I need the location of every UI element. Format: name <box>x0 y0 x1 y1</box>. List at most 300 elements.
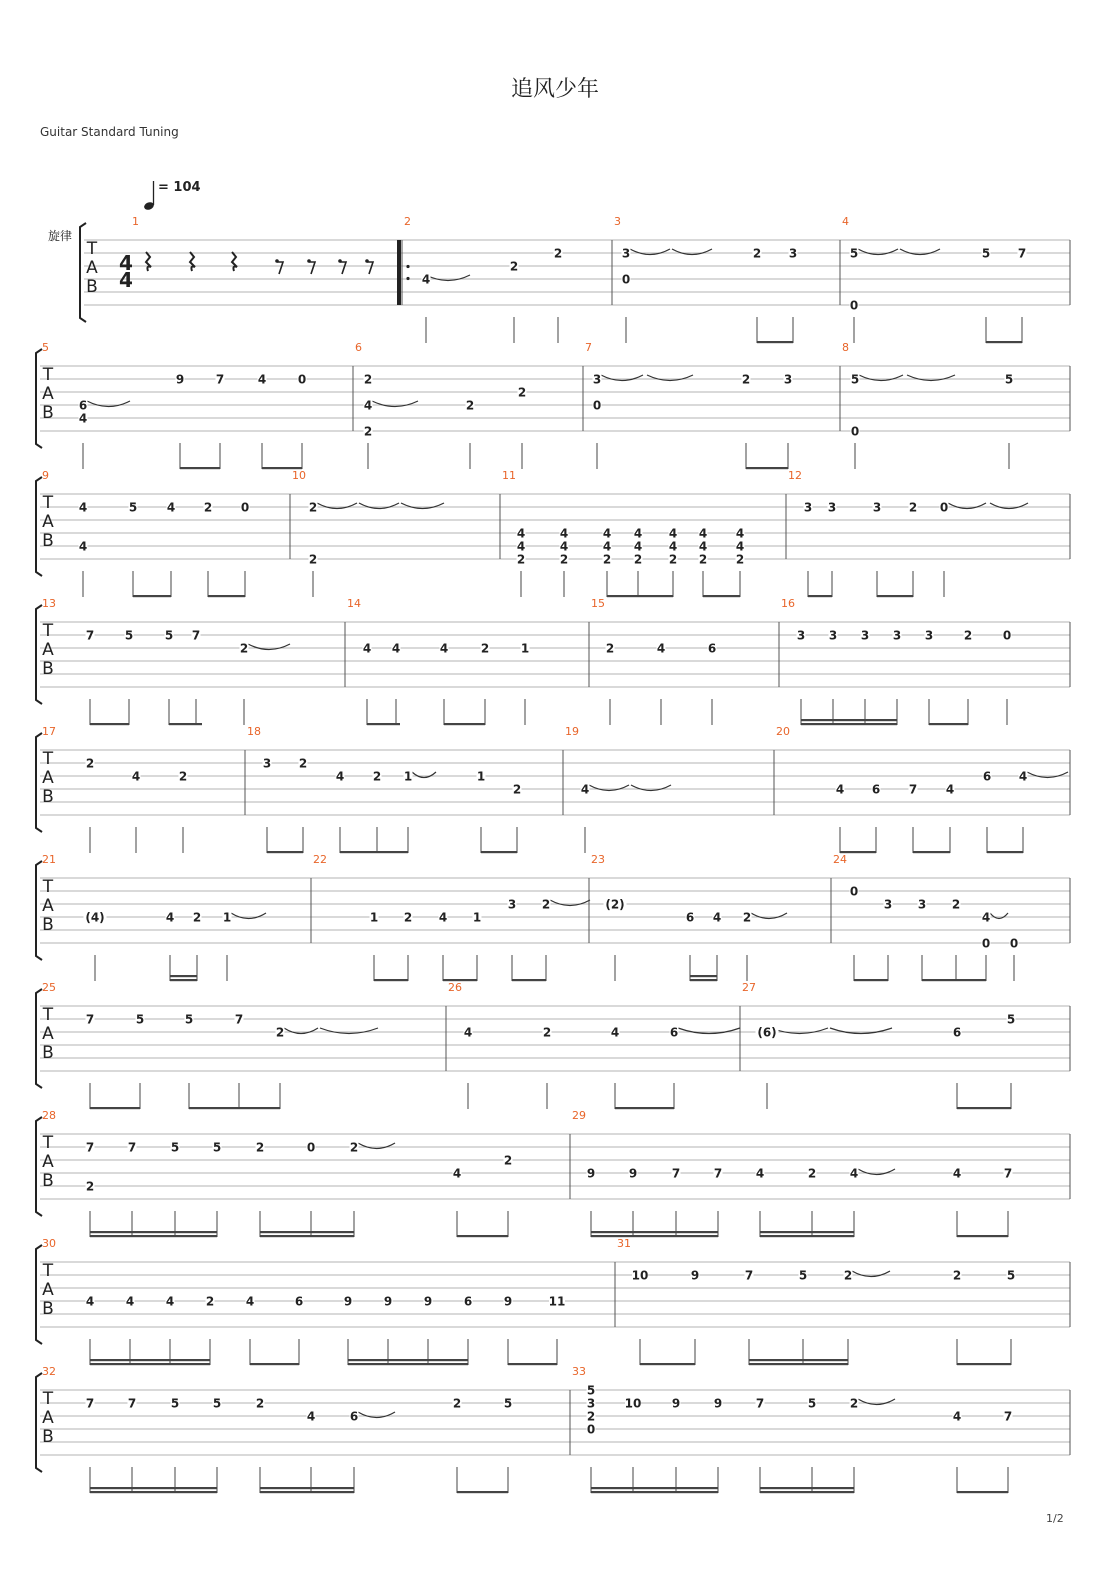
sixteenth-rest-icon <box>340 262 346 274</box>
fret-number: 2 <box>509 259 519 274</box>
note-beam <box>260 1231 354 1233</box>
fret-number: 7 <box>85 628 95 643</box>
fret-number: 4 <box>335 769 345 784</box>
note-beam <box>348 1363 468 1365</box>
fret-number: 2 <box>239 641 249 656</box>
fret-number: 7 <box>234 1012 244 1027</box>
note-beam <box>640 1363 695 1365</box>
fret-number: 4 <box>78 411 88 426</box>
tab-clef-letter: T <box>86 239 98 259</box>
system-brace <box>36 1373 42 1472</box>
fret-number: 0 <box>297 372 307 387</box>
fret-number: 9 <box>343 1294 353 1309</box>
fret-number: 0 <box>849 884 859 899</box>
tab-clef-letter: A <box>42 1024 54 1044</box>
tie-curve <box>601 375 643 381</box>
tie-curve <box>830 1028 892 1034</box>
tie-curve <box>672 249 712 255</box>
sixteenth-rest-icon <box>367 262 373 274</box>
tab-clef-letter: B <box>86 277 98 297</box>
tie-curve <box>647 375 693 381</box>
note-beam <box>801 719 897 721</box>
note-beam <box>90 1487 217 1489</box>
tie-curve <box>630 249 670 255</box>
note-beam <box>922 979 986 981</box>
tie-curve <box>859 375 903 381</box>
tab-system <box>36 469 1070 597</box>
fret-number: 5 <box>184 1012 194 1027</box>
tie-curve <box>631 785 671 791</box>
fret-number: 4 <box>85 1294 95 1309</box>
fret-number: 2 <box>255 1396 265 1411</box>
measure <box>119 215 373 292</box>
fret-number: 3 <box>892 628 902 643</box>
fret-number: 6 <box>78 398 88 413</box>
fret-number: 9 <box>175 372 185 387</box>
fret-number: 3 <box>592 372 602 387</box>
measure-number: 12 <box>788 469 802 482</box>
fret-number: 4 <box>610 1025 620 1040</box>
tie-curve <box>87 401 130 407</box>
note-beam <box>267 851 303 853</box>
fret-number: 0 <box>939 500 949 515</box>
fret-number: 2 <box>503 1153 513 1168</box>
fret-number: 7 <box>127 1140 137 1155</box>
note-beam <box>189 1107 280 1109</box>
measure-number: 27 <box>742 981 756 994</box>
note-beam <box>877 595 913 597</box>
fret-number: 5 <box>128 500 138 515</box>
fret-number: 5 <box>1006 1012 1016 1027</box>
repeat-dot <box>406 265 409 268</box>
note-beam <box>90 1363 210 1365</box>
fret-number: 4 <box>166 500 176 515</box>
system-brace <box>36 349 42 448</box>
note-beam <box>170 979 197 981</box>
fret-number: 6 <box>982 769 992 784</box>
fret-number: 1 <box>403 769 413 784</box>
tie-curve <box>320 1028 378 1034</box>
fret-number: 7 <box>1003 1409 1013 1424</box>
note-beam <box>913 851 950 853</box>
note-beam <box>957 1491 1008 1493</box>
fret-number: 1 <box>520 641 530 656</box>
note-beam <box>929 723 968 725</box>
tab-clef-letter: B <box>42 403 54 423</box>
fret-number: 7 <box>85 1012 95 1027</box>
tab-clef-letter: A <box>42 896 54 916</box>
fret-number: 6 <box>349 1409 359 1424</box>
note-beam <box>180 467 220 469</box>
tab-clef-letter: T <box>42 877 54 897</box>
fret-number: 2 <box>363 424 373 439</box>
tab-clef-letter: B <box>42 659 54 679</box>
note-beam <box>260 1491 354 1493</box>
fret-number: 9 <box>690 1268 700 1283</box>
fret-number: 4 <box>633 526 643 541</box>
tab-clef-letter: B <box>42 787 54 807</box>
fret-number: 4 <box>257 372 267 387</box>
fret-number: 4 <box>516 526 526 541</box>
fret-number: 4 <box>438 910 448 925</box>
tie-curve <box>317 503 357 509</box>
note-beam <box>133 595 171 597</box>
note-beam <box>512 979 546 981</box>
fret-number: 5 <box>170 1140 180 1155</box>
repeat-thick-bar <box>397 240 401 305</box>
tab-system <box>36 1237 1070 1365</box>
fret-number: 2 <box>85 1179 95 1194</box>
fret-number: 4 <box>463 1025 473 1040</box>
tab-clef-letter: B <box>42 915 54 935</box>
note-beam <box>260 1487 354 1489</box>
note-beam <box>957 1235 1008 1237</box>
repeat-dot <box>406 277 409 280</box>
fret-number: 2 <box>559 552 569 567</box>
fret-number: 6 <box>685 910 695 925</box>
note-beam <box>457 1491 508 1493</box>
fret-number: 2 <box>205 1294 215 1309</box>
tab-clef-letter: T <box>42 493 54 513</box>
fret-number: 2 <box>963 628 973 643</box>
fret-number: 2 <box>849 1396 859 1411</box>
fret-number: 4 <box>391 641 401 656</box>
tempo-value: = 104 <box>158 180 201 195</box>
tab-system <box>36 981 1070 1109</box>
fret-number: 2 <box>951 897 961 912</box>
measure-number: 11 <box>502 469 516 482</box>
system-brace <box>80 223 86 322</box>
fret-number: 5 <box>135 1012 145 1027</box>
fret-number: 7 <box>744 1268 754 1283</box>
note-beam <box>987 851 1023 853</box>
tie-curve <box>248 644 290 650</box>
fret-number: 0 <box>240 500 250 515</box>
note-beam <box>749 1359 848 1361</box>
fret-number: 5 <box>170 1396 180 1411</box>
fret-number: 5 <box>850 372 860 387</box>
fret-number: 3 <box>872 500 882 515</box>
fret-number: 5 <box>981 246 991 261</box>
fret-number: 4 <box>698 539 708 554</box>
fret-number: 2 <box>741 372 751 387</box>
tab-clef-letter: A <box>42 1152 54 1172</box>
note-beam <box>90 1107 140 1109</box>
fret-number: 4 <box>363 398 373 413</box>
tab-system <box>36 853 1070 981</box>
measure-number: 3 <box>614 215 621 228</box>
fret-number: 2 <box>255 1140 265 1155</box>
fret-number: 2 <box>192 910 202 925</box>
fret-number: 0 <box>1009 936 1019 951</box>
fret-number: 7 <box>85 1396 95 1411</box>
note-beam <box>749 1363 848 1365</box>
fret-number: 2 <box>403 910 413 925</box>
measure-number: 7 <box>585 341 592 354</box>
fret-number: 5 <box>164 628 174 643</box>
fret-number: 2 <box>517 385 527 400</box>
tab-clef-letter: A <box>42 768 54 788</box>
note-beam <box>760 1231 854 1233</box>
fret-number: 4 <box>698 526 708 541</box>
note-beam <box>591 1235 718 1237</box>
fret-number: 4 <box>735 539 745 554</box>
measure-number: 33 <box>572 1365 586 1378</box>
tab-clef-letter: B <box>42 531 54 551</box>
measure-number: 25 <box>42 981 56 994</box>
time-signature-digit: 4 <box>119 268 133 292</box>
tie-curve <box>401 503 444 509</box>
time-signature-digit: 4 <box>119 251 133 275</box>
tie-curve <box>990 913 1008 919</box>
fret-number: 2 <box>843 1268 853 1283</box>
fret-number: 9 <box>628 1166 638 1181</box>
tab-clef-letter: B <box>42 1043 54 1063</box>
fret-number: 3 <box>917 897 927 912</box>
measure-number: 28 <box>42 1109 56 1122</box>
fret-number: 4 <box>755 1166 765 1181</box>
fret-number: 3 <box>828 628 838 643</box>
note-beam <box>444 723 485 725</box>
fret-number: 4 <box>165 1294 175 1309</box>
fret-number: 4 <box>421 272 431 287</box>
fret-number: 4 <box>602 526 612 541</box>
fret-number: 2 <box>372 769 382 784</box>
fret-number: 0 <box>586 1422 596 1437</box>
measure-number: 6 <box>355 341 362 354</box>
note-beam <box>260 1235 354 1237</box>
fret-number: 2 <box>308 552 318 567</box>
fret-number: 2 <box>465 398 475 413</box>
tab-system <box>36 597 1070 725</box>
tab-clef-letter: A <box>42 384 54 404</box>
system-brace <box>36 861 42 960</box>
fret-number: 4 <box>165 910 175 925</box>
tuning-label: Guitar Standard Tuning <box>40 125 179 139</box>
note-beam <box>508 1363 557 1365</box>
fret-number: 6 <box>669 1025 679 1040</box>
tie-curve <box>858 249 898 255</box>
fret-number: 0 <box>306 1140 316 1155</box>
tie-curve <box>678 1028 740 1034</box>
fret-number: 2 <box>735 552 745 567</box>
measure-number: 18 <box>247 725 261 738</box>
tab-clef-letter: T <box>42 749 54 769</box>
fret-number: (2) <box>605 897 625 912</box>
fret-number: 5 <box>586 1383 596 1398</box>
fret-number: (6) <box>757 1025 777 1040</box>
fret-number: 1 <box>472 910 482 925</box>
fret-number: 9 <box>503 1294 513 1309</box>
note-beam <box>757 341 793 343</box>
fret-number: 4 <box>362 641 372 656</box>
note-beam <box>374 979 408 981</box>
system-brace <box>36 605 42 704</box>
fret-number: 4 <box>125 1294 135 1309</box>
tab-system <box>36 1365 1070 1493</box>
fret-number: 7 <box>908 782 918 797</box>
fret-number: (4) <box>85 910 105 925</box>
note-beam <box>957 1363 1011 1365</box>
measure-number: 29 <box>572 1109 586 1122</box>
fret-number: 3 <box>262 756 272 771</box>
fret-number: 2 <box>605 641 615 656</box>
fret-number: 3 <box>924 628 934 643</box>
tab-system <box>80 215 1070 343</box>
note-beam <box>986 341 1022 343</box>
fret-number: 3 <box>507 897 517 912</box>
note-beam <box>690 979 717 981</box>
measure-number: 30 <box>42 1237 56 1250</box>
note-beam <box>481 851 517 853</box>
fret-number: 2 <box>952 1268 962 1283</box>
fret-number: 1 <box>476 769 486 784</box>
fret-number: 11 <box>548 1294 566 1309</box>
measure-number: 21 <box>42 853 56 866</box>
note-beam <box>591 1491 718 1493</box>
tie-curve <box>372 401 418 407</box>
fret-number: 4 <box>559 539 569 554</box>
fret-number: 4 <box>1018 769 1028 784</box>
fret-number: 2 <box>586 1409 596 1424</box>
page-number: 1/2 <box>1046 1512 1064 1525</box>
measure-number: 32 <box>42 1365 56 1378</box>
measure-number: 26 <box>448 981 462 994</box>
fret-number: 5 <box>212 1140 222 1155</box>
note-beam <box>90 1231 217 1233</box>
fret-number: 2 <box>807 1166 817 1181</box>
tab-clef-letter: T <box>42 1133 54 1153</box>
note-beam <box>367 723 400 725</box>
fret-number: 4 <box>849 1166 859 1181</box>
fret-number: 6 <box>707 641 717 656</box>
fret-number: 2 <box>742 910 752 925</box>
sixteenth-rest-icon <box>309 262 315 274</box>
tab-clef-letter: T <box>42 1005 54 1025</box>
fret-number: 4 <box>952 1166 962 1181</box>
fret-number: 4 <box>559 526 569 541</box>
quarter-rest-icon <box>190 252 195 271</box>
tie-curve <box>284 1028 318 1034</box>
note-beam <box>957 1107 1011 1109</box>
fret-number: 2 <box>85 756 95 771</box>
fret-number: 3 <box>860 628 870 643</box>
note-beam <box>340 851 408 853</box>
fret-number: 9 <box>383 1294 393 1309</box>
fret-number: 2 <box>633 552 643 567</box>
tab-system <box>36 725 1070 853</box>
fret-number: 6 <box>463 1294 473 1309</box>
note-beam <box>208 595 245 597</box>
note-beam <box>90 1359 210 1361</box>
fret-number: 4 <box>516 539 526 554</box>
fret-number: 5 <box>124 628 134 643</box>
note-beam <box>854 979 888 981</box>
tie-curve <box>852 1271 890 1277</box>
fret-number: 4 <box>712 910 722 925</box>
fret-number: 2 <box>298 756 308 771</box>
fret-number: 7 <box>85 1140 95 1155</box>
fret-number: 2 <box>908 500 918 515</box>
measure-number: 2 <box>404 215 411 228</box>
measure-number: 5 <box>42 341 49 354</box>
note-beam <box>591 1231 718 1233</box>
fret-number: 7 <box>713 1166 723 1181</box>
fret-number: 2 <box>275 1025 285 1040</box>
note-beam <box>760 1491 854 1493</box>
measure-number: 15 <box>591 597 605 610</box>
fret-number: 5 <box>798 1268 808 1283</box>
tie-curve <box>358 1412 395 1418</box>
fret-number: 4 <box>245 1294 255 1309</box>
fret-number: 7 <box>755 1396 765 1411</box>
fret-number: 3 <box>783 372 793 387</box>
tie-curve <box>550 900 590 906</box>
fret-number: 3 <box>883 897 893 912</box>
fret-number: 4 <box>735 526 745 541</box>
tab-clef-letter: T <box>42 1389 54 1409</box>
fret-number: 5 <box>1006 1268 1016 1283</box>
note-beam <box>808 595 832 597</box>
system-brace <box>36 989 42 1088</box>
tie-curve <box>858 1169 895 1175</box>
note-beam <box>457 1235 508 1237</box>
fret-number: 2 <box>480 641 490 656</box>
fret-number: 7 <box>127 1396 137 1411</box>
fret-number: 3 <box>803 500 813 515</box>
note-beam <box>90 1235 217 1237</box>
fret-number: 9 <box>586 1166 596 1181</box>
measure-number: 4 <box>842 215 849 228</box>
fret-number: 4 <box>452 1166 462 1181</box>
page-title: 追风少年 <box>510 77 599 102</box>
fret-number: 4 <box>78 500 88 515</box>
fret-number: 4 <box>78 539 88 554</box>
note-beam <box>760 1487 854 1489</box>
tab-clef-letter: A <box>86 258 98 278</box>
fret-number: 1 <box>222 910 232 925</box>
tie-curve <box>948 503 986 509</box>
sixteenth-rest-icon <box>277 262 283 274</box>
quarter-rest-icon <box>232 252 237 271</box>
system-brace <box>36 477 42 576</box>
quarter-rest-icon <box>146 252 151 271</box>
fret-number: 7 <box>1017 246 1027 261</box>
fret-number: 2 <box>668 552 678 567</box>
tab-clef-letter: T <box>42 365 54 385</box>
tie-curve <box>231 913 266 919</box>
fret-number: 4 <box>306 1409 316 1424</box>
note-beam <box>760 1235 854 1237</box>
fret-number: 5 <box>849 246 859 261</box>
tab-clef-letter: B <box>42 1171 54 1191</box>
tie-curve <box>426 275 470 281</box>
fret-number: 7 <box>191 628 201 643</box>
fret-number: 2 <box>178 769 188 784</box>
rest-flag-dot <box>365 259 369 263</box>
fret-number: 2 <box>698 552 708 567</box>
fret-number: 2 <box>308 500 318 515</box>
measure-number: 22 <box>313 853 327 866</box>
fret-number: 7 <box>1003 1166 1013 1181</box>
note-beam <box>801 723 897 725</box>
tab-system <box>36 341 1070 469</box>
fret-number: 3 <box>827 500 837 515</box>
note-beam <box>615 1107 674 1109</box>
system-brace <box>36 1117 42 1216</box>
note-beam <box>348 1359 468 1361</box>
measure-number: 31 <box>617 1237 631 1250</box>
